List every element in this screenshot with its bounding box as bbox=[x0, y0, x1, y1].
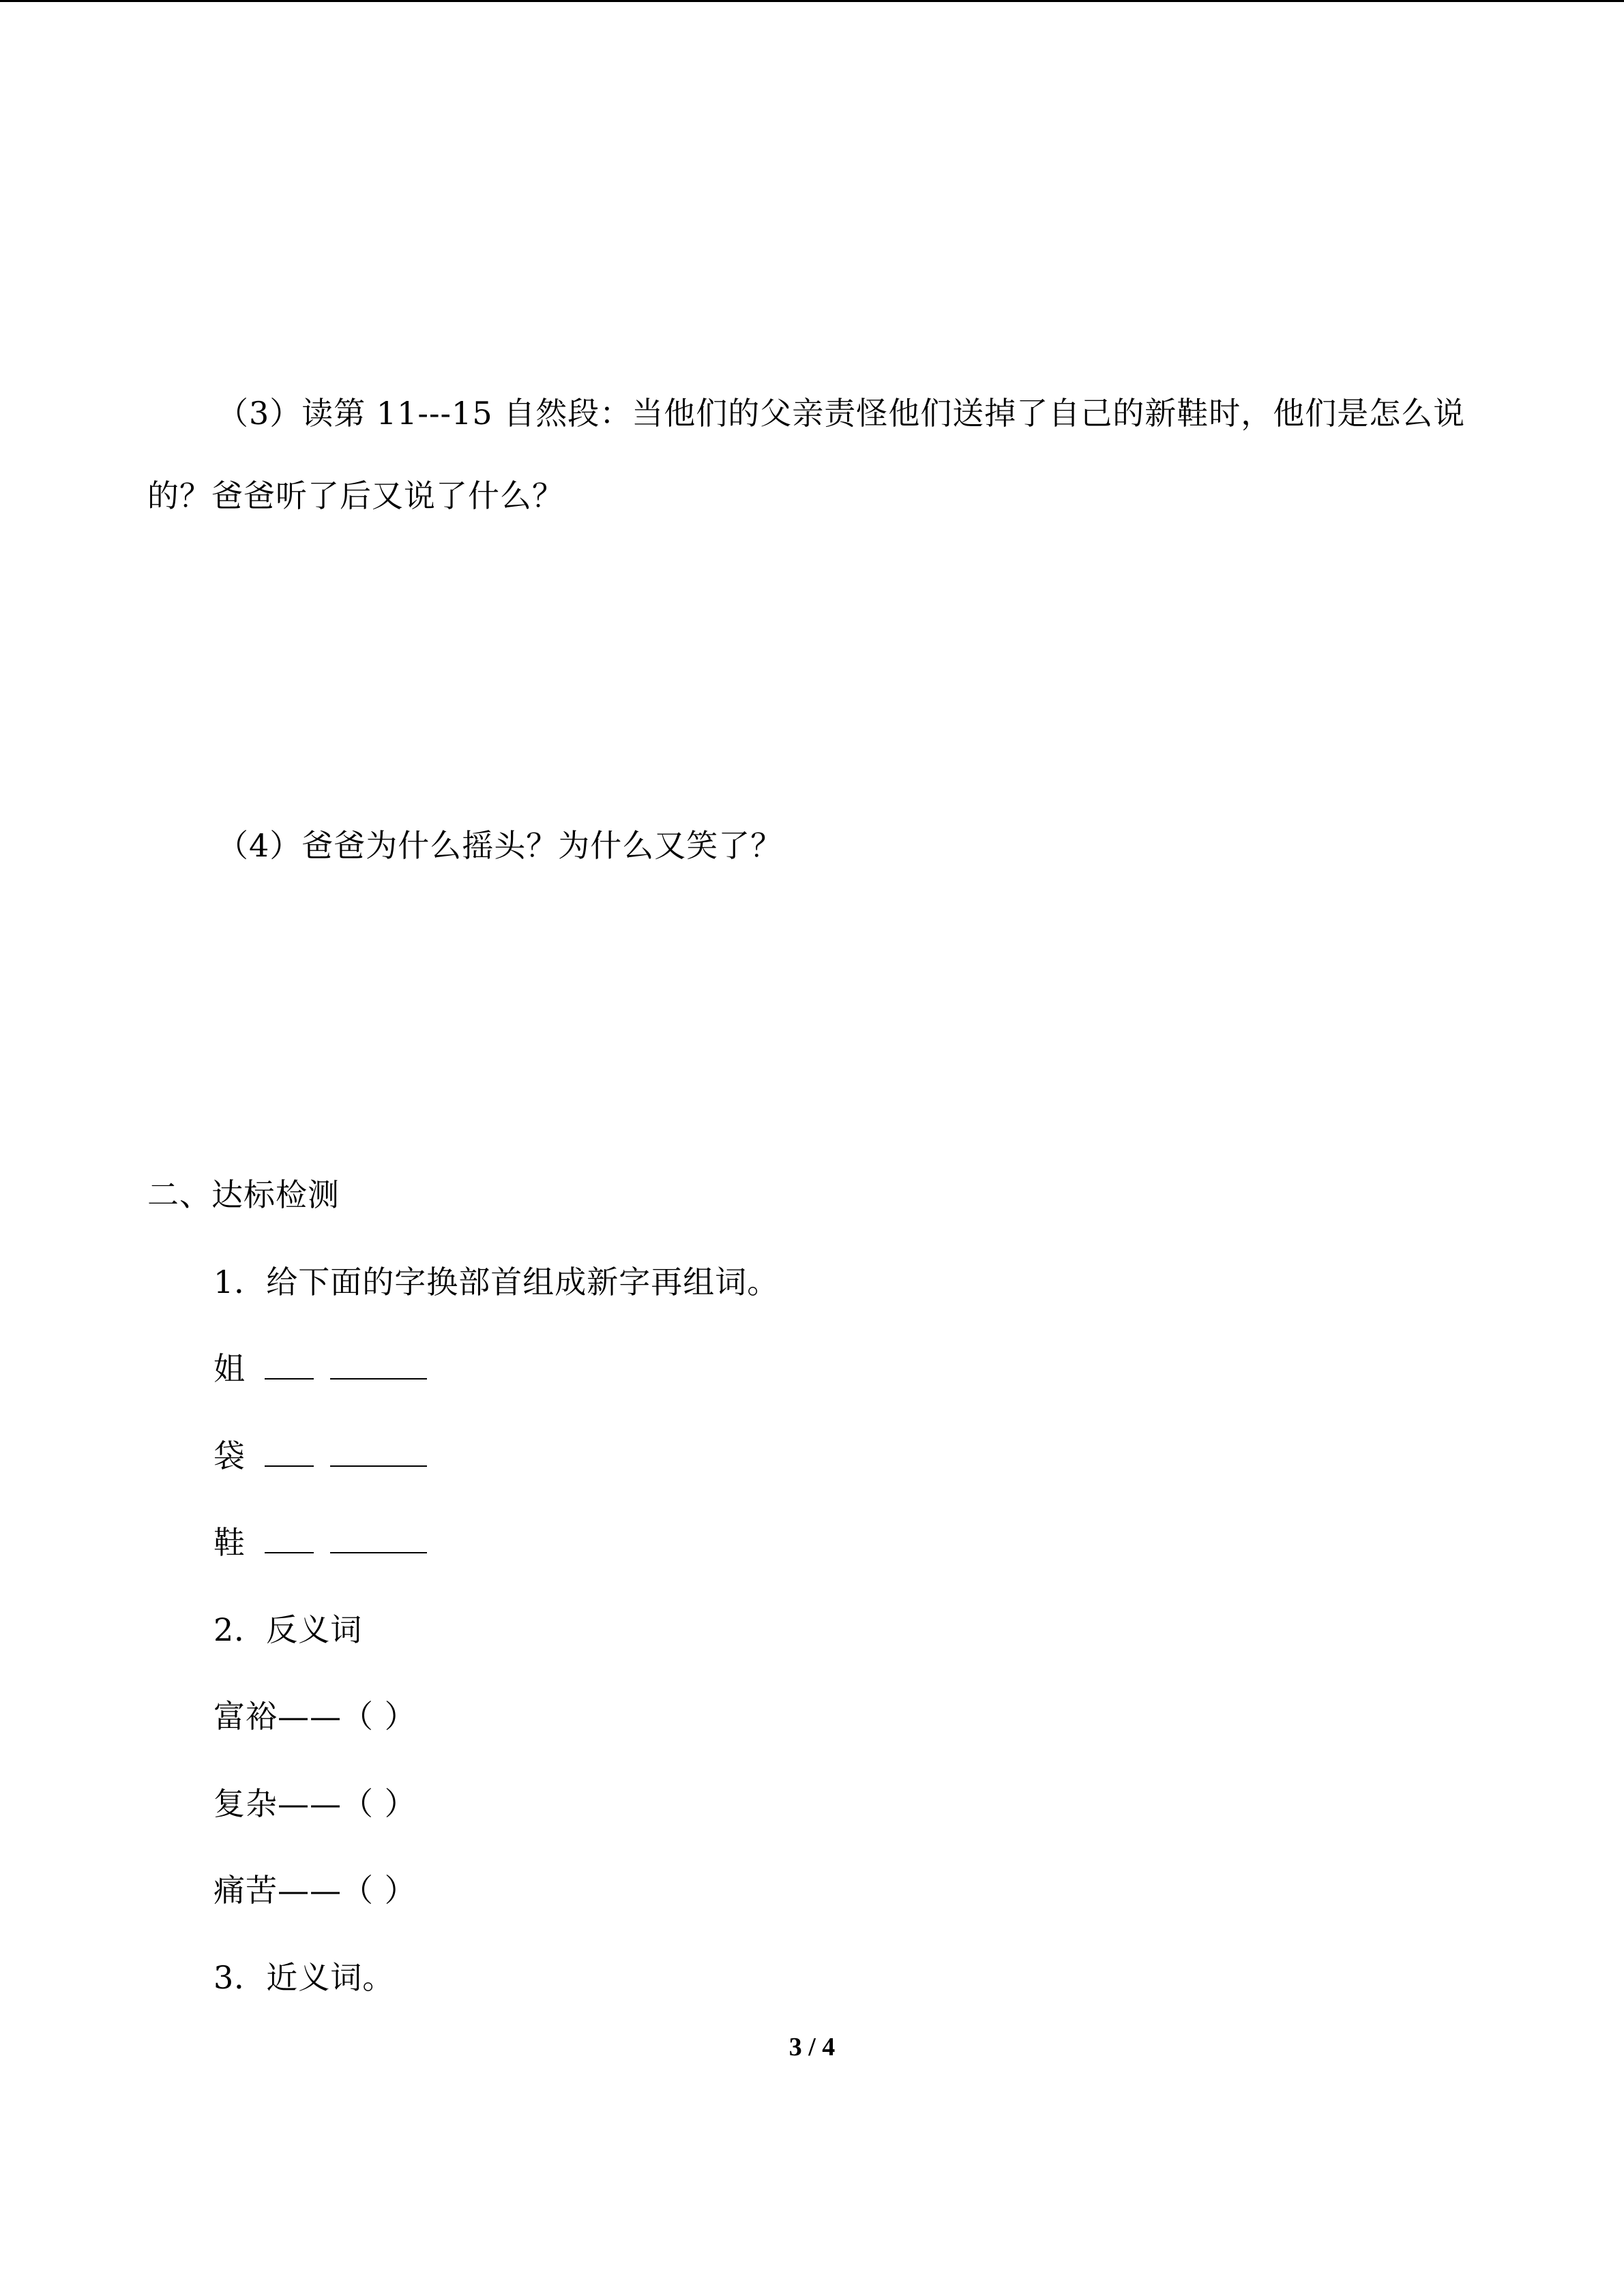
new-char-blank[interactable] bbox=[265, 1525, 314, 1553]
section-heading: 二、达标检测 bbox=[147, 1176, 340, 1213]
radical-row bbox=[213, 1522, 427, 1563]
page-number: 3 / 4 bbox=[788, 2033, 836, 2061]
antonym-item: 富裕——（ ） bbox=[213, 1698, 417, 1735]
radical-char: 鞋 bbox=[213, 1524, 246, 1561]
word-blank[interactable] bbox=[330, 1438, 427, 1467]
word-blank[interactable] bbox=[330, 1525, 427, 1553]
new-char-blank[interactable] bbox=[265, 1438, 314, 1467]
question-3-line-2: 的？爸爸听了后又说了什么？ bbox=[147, 477, 564, 514]
new-char-blank[interactable] bbox=[265, 1351, 314, 1380]
radical-row bbox=[213, 1435, 427, 1476]
question-4: （4）爸爸为什么摇头？为什么又笑了？ bbox=[217, 827, 783, 864]
antonym-item: 痛苦——（ ） bbox=[213, 1872, 417, 1909]
word-blank[interactable] bbox=[330, 1351, 427, 1380]
antonym-item: 复杂——（ ） bbox=[213, 1785, 417, 1822]
radical-char: 姐 bbox=[213, 1350, 246, 1387]
task-3-prompt: 3．近义词。 bbox=[213, 1959, 395, 1996]
task-1-prompt: 1．给下面的字换部首组成新字再组词。 bbox=[213, 1264, 780, 1300]
top-border bbox=[0, 0, 1624, 2]
radical-row bbox=[213, 1348, 427, 1389]
question-3-line-1: （3）读第 11---15 自然段：当他们的父亲责怪他们送掉了自己的新鞋时，他们是怎么说 bbox=[217, 395, 1466, 432]
radical-char: 袋 bbox=[213, 1437, 246, 1474]
task-2-prompt: 2．反义词 bbox=[213, 1611, 363, 1648]
